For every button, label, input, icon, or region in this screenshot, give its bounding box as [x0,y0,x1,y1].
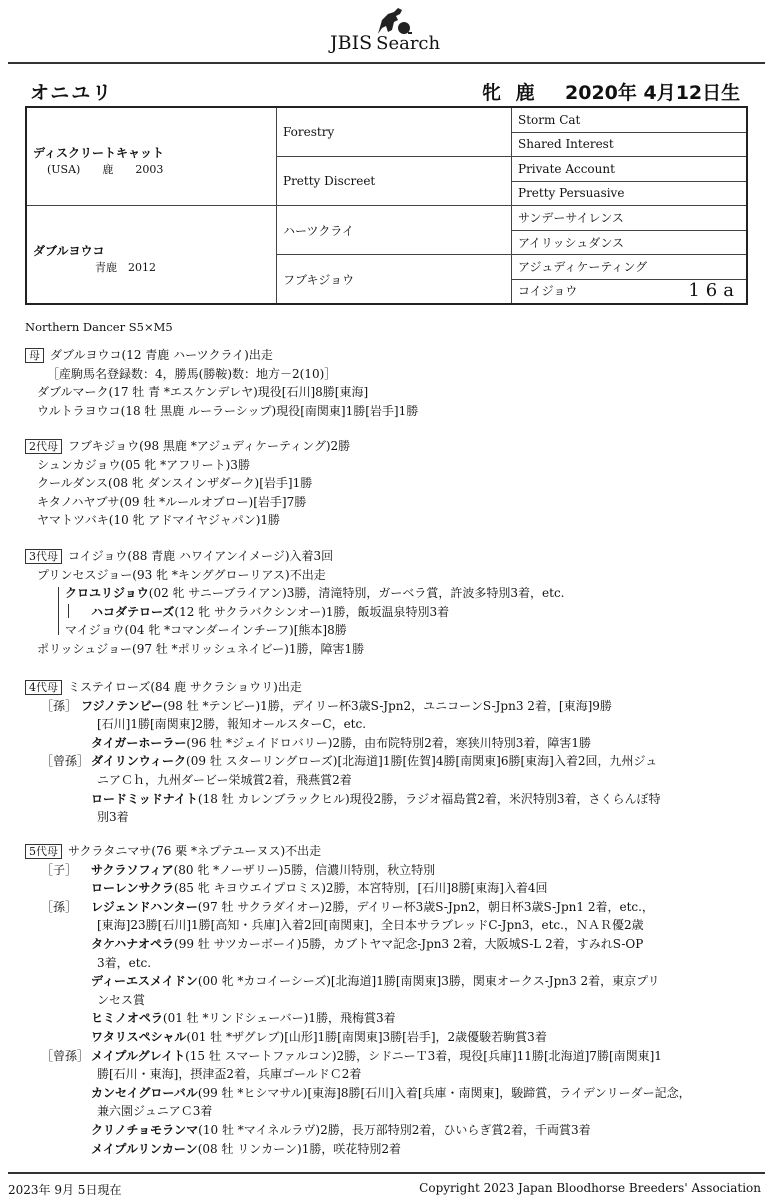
dam-info: 青鹿 2012 [95,261,156,274]
pedigree-sire-sire[interactable]: Forestry [277,107,512,157]
copyright: Copyright 2023 Japan Bloodhorse Breeders' Association [419,1181,761,1195]
second-dam-section [25,437,765,530]
horse-sex-color: 牝 鹿 [482,82,539,104]
third-dam-line: マイジョウ(04 牝 *コマンダーインチーフ)[熊本]8勝 [65,623,347,638]
dam-line: ダブルマーク(17 牡 青 *エスケンデレヤ)現役[石川]8勝[東海] [37,385,369,400]
as-of-date: 2023年 9月 5日現在 [8,1183,122,1197]
third-dam-section [25,547,765,659]
fifth-dam-line: [東海]23勝[石川]1勝[高知・兵庫]入着2回[南関東]，全日本サラブレッドC-Jpn3，etc.，ＮＡＲ優2歳 [97,918,644,933]
fifth-dam-head: サクラタニマサ(76 栗 *ネプテユーヌス)不出走 [68,844,322,858]
second-dam-line: キタノハヤブサ(09 牡 *ルールオブロー)[岩手]7勝 [37,494,307,509]
pedigree-dds[interactable]: アジュディケーティング [512,255,748,280]
third-dam-tag: 3代母 [25,549,62,564]
third-dam-line: ハコダテローズ(12 牝 サクラバクシンオー)1勝，飯坂温泉特別3着 [91,604,450,619]
pedigree-dam[interactable] [26,206,277,305]
third-dam-line: プリンセスジョー(93 牝 *キンググローリアス)不出走 [37,567,326,582]
dam-line: ウルトラヨウコ(18 牡 黒鹿 ルーラーシップ)現役[南関東]1勝[岩手]1勝 [37,403,419,418]
dam-line: ［産駒馬名登録数：4，勝馬(勝鞍)数：地方－2(10)］ [47,366,337,381]
pedigree-table [25,106,748,305]
fifth-dam-line: 兼六園ジュニアＣ3着 [97,1104,213,1119]
fifth-dam-line: ンセス賞 [97,992,146,1007]
fourth-dam-tag: 4代母 [25,680,62,695]
fifth-dam-tag: 5代母 [25,844,62,859]
fifth-dam-section: 5代母 サクラタニマサ(76 栗 *ネプテユーヌス)不出走 ［子］ サクラソフィア(80 牝 *ノーザリー)5勝，信濃川特別，秋立特別 ローレンサクラ(85 牝 キヨウエイプロミス)2勝，本宮特別，[石川]8勝[東海]入着4回 ［孫］ レジェンドハンター(97 牡 サクラダイオー)2勝，デイリー杯3歳S-Jpn2，朝日杯3歳S-Jpn1 2着，etc.， [東海]23勝[石川]1勝[高知・兵庫]入着2回[南関東]，全日本サラブレッドC-Jpn3，etc.，ＮＡＲ優2歳 タケハナオペラ(99 牡 サツカーボーイ)5勝，カブトヤマ記念-Jpn3 2着，大阪城S-L 2着，すみれS-OP 3着，etc. ディーエスメイドン(00 牝 *カコイーシーズ)[北海道]1勝[南関東]3勝，関東オークス-Jpn3 2着，東京プリ ンセス賞 ヒミノオペラ(01 牡 *リンドシェーバー)1勝，飛梅賞3着 ワタリスペシャル(01 牡 *ザグレブ)[山形]1勝[南関東]3勝[岩手]，2歳優駿若駒賞3着 ［曾孫］ メイプルグレイト(15 牡 スマートファルコン)2勝，シドニーＴ3着，現役[兵庫]11勝[北海道]7勝[南関東]1 勝[石川・東海]，摂津盃2着，兵庫ゴールドＣ2着 カンセイグローバル(99 牡 *ヒシマサル)[東海]8勝[石川]入着[兵庫・南関東]，駿蹄賞，ライデンリーダー記念， 兼六園ジュニアＣ3着 クリノチョモランマ(10 牡 *マイネルラヴ)2勝，長万部特別2着，ひいらぎ賞2着，千両賞3着 メイプルリンカーン(08 牡 リンカーン)1勝，咲花特別2着 [25,842,765,1158]
horse-name: オニユリ [30,82,114,104]
pedigree-dam-dam[interactable]: フブキジョウ [277,255,512,305]
second-dam-line: ヤマトツバキ(10 牝 アドマイヤジャパン)1勝 [37,513,281,528]
pedigree-ddd[interactable] [512,279,748,304]
pedigree-sss[interactable]: Storm Cat [512,107,748,132]
footer-divider [8,1172,765,1174]
tree-connector [68,604,69,618]
fourth-dam-head: ミステイローズ(84 鹿 サクラショウリ)出走 [68,680,302,694]
tree-connector [58,587,59,635]
second-dam-head: フブキジョウ(98 黒鹿 *アジュディケーティング)2勝 [68,439,351,453]
pedigree-sdd[interactable]: Pretty Persuasive [512,181,748,206]
pedigree-sire[interactable] [26,107,277,206]
pedigree-dsd[interactable]: アイリッシュダンス [512,230,748,255]
dam-head: ダブルヨウコ(12 青鹿 ハーツクライ)出走 [50,348,273,362]
pedigree-ssd[interactable]: Shared Interest [512,132,748,157]
jbis-search-logo[interactable] [330,6,460,56]
pedigree-sire-dam[interactable]: Pretty Discreet [277,157,512,206]
fourth-dam-section: 4代母 ミステイローズ(84 鹿 サクラショウリ)出走 ［孫］ フジノテンビー(98 牡 *テンビー)1勝，デイリー杯3歳S-Jpn2，ユニコーンS-Jpn3 2着，[東海]9勝 [石川]1勝[南関東]2勝，報知オールスターC，etc. タイガーホーラー(96 牡 *ジェイドロバリー)2勝，由布院特別2着，寒狭川特別3着，障害1勝 ［曾孫］ ダイリンウィーク(09 牡 スターリングローズ)[北海道]1勝[佐賀]4勝[南関東]6勝[東海]入着2回，九州ジュ ニアＣｈ，九州ダービー栄城賞2着，飛燕賞2着 ロードミッドナイト(18 牡 カレンブラックヒル)現役2勝，ラジオ福島賞2着，米沢特別3着，さくらんぼ特 別3着 [25,678,765,827]
footer [0,1172,775,1200]
logo-text: JBIS Search [330,32,441,54]
pedigree-ddd-name: コイジョウ [518,283,578,298]
sire-name: ディスクリートキャット [33,146,165,160]
third-dam-line: ポリッシュジョー(97 牡 *ポリッシュネイビー)1勝，障害1勝 [37,641,365,656]
inbreeding-info: Northern Dancer S5×M5 [25,320,173,334]
family-number: 16a [688,279,740,301]
header [0,0,775,62]
header-divider [8,62,765,64]
dam-section [25,346,765,420]
second-dam-line: クールダンス(08 牝 ダンスインザダーク)[岩手]1勝 [37,476,313,491]
fourth-dam-line: 別3着 [97,810,129,825]
second-dam-line: シュンカジョウ(05 牝 *アフリート)3勝 [37,457,250,472]
dam-tag: 母 [25,348,44,363]
third-dam-line: クロユリジョウ(02 牝 サニーブライアン)3勝，清滝特別，ガーベラ賞，許波多特別3着，etc. [65,586,565,601]
fourth-dam-line: [石川]1勝[南関東]2勝，報知オールスターC，etc. [97,717,367,732]
pedigree-sds[interactable]: Private Account [512,157,748,182]
dam-name: ダブルヨウコ [33,244,105,258]
fifth-dam-line: 勝[石川・東海]，摂津盃2着，兵庫ゴールドＣ2着 [97,1067,362,1082]
title-row [30,78,750,102]
sire-info: (USA) 鹿 2003 [47,163,164,176]
fifth-dam-line: 3着，etc. [97,955,152,970]
fourth-dam-line: ニアＣｈ，九州ダービー栄城賞2着，飛燕賞2着 [97,772,352,787]
pedigree-dam-sire[interactable]: ハーツクライ [277,206,512,255]
pedigree-dss[interactable]: サンデーサイレンス [512,206,748,231]
second-dam-tag: 2代母 [25,439,62,454]
horse-birth-date: 2020年 4月12日生 [565,82,741,104]
third-dam-head: コイジョウ(88 青鹿 ハワイアンイメージ)入着3回 [68,549,334,563]
